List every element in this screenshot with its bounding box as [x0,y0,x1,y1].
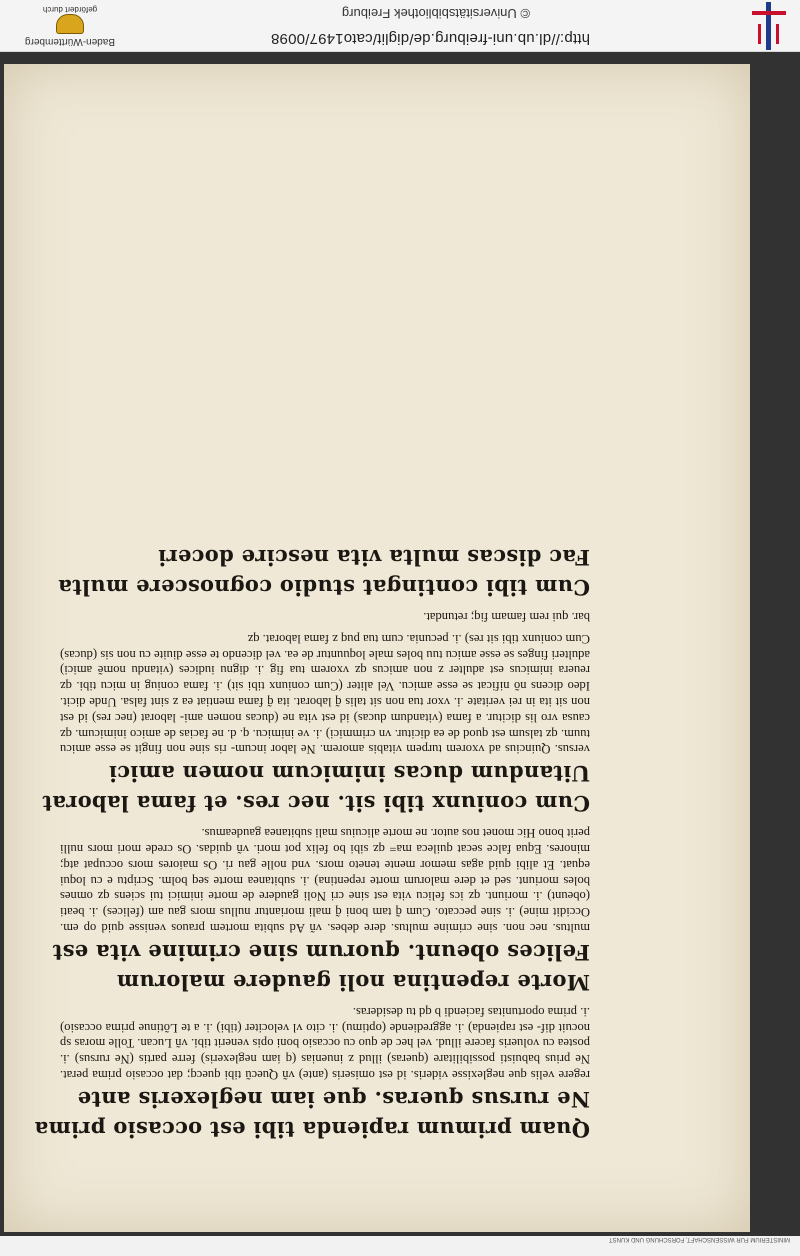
commentary-paragraph: bar. qui rem famam fiq; retundat. [423,610,590,625]
funder-logo [10,1,130,49]
page-text [34,542,590,1144]
verse-heading: Uitandum ducas inimicum nomen amici [108,761,590,787]
funder-sub: gefördert durch [42,5,98,14]
crest-icon [56,14,84,34]
ub-freiburg-logo-icon [752,0,786,52]
funder-name: Baden-Württemberg [24,36,116,47]
copyright-text: © Universitätsbibliothek Freiburg [341,6,530,21]
verse-heading: Cum tibi contingat studio cognoscere multa [57,575,590,601]
commentary-paragraph: multus. nec non. sine crimine multus. dere debes. vñ Ad subita mortem prauos venisse quid op em. Occidit mine) .i. sine peccato. Cum q̃ tam boni q̃ mali moriantur nullus mors gau am (felices) .i. beati (obeunt) .i. moriunt. qz ics felicu vita est sine cri Noli gaudere de morte inimici tui sciens qz omnes boles moriunt. sed et dere malorum morte repentina) .i. subitanea morte seq bolm. Scriptu e cu loqui equat. Et alibi quid agas memor mente teneto mors. vnd nolle gau ri. Os maiores mors occupat atq; minores. Equa falce secat quileca ma= qz sibi bo felix pot mori. vñ quidas. Os crede mori mors nulli perit bono Hic monet nos autor. ne morte alicuius mali subitanea gaudeamus. [60,826,590,936]
footer-strip [0,1236,800,1256]
scanned-page [4,64,750,1232]
commentary-paragraph: regere velis que neglexisse videris. id est omiseris (ante) vñ Quecũ tibi quecq; dat occasio prima perat. Ne prius babuisti possibilitare (queras) illud z inuenias (q iam neglexeris) ferre partis (Ne rursus) .i. postea cu volueris facere illud. vel hec de quo cu occasio boni opis venerit tibi. vñ Lucan. Tolle moras sp nocuit dif- est rapienda) .i. aggrediende (optimu) .i. cito vl velociter (tibi) .i. a te Lõtinue prima occasio) .i. prima oportunitas faciendi b qd tu desideras. [60,1004,590,1082]
document-url[interactable]: http://dl.ub.uni-freiburg.de/diglit/cato1497/0098 [270,30,590,47]
verse-heading: Morte repentina noli gaudere malorum [116,970,590,996]
verse-heading: Felices obeunt. quorum sine crimine vita est [52,940,590,966]
viewer-banner [0,0,800,52]
verse-heading: Ne rursus queras. que iam neglexeris ante [77,1087,590,1112]
commentary-paragraph: versus. Quincius ad vxorem turpem vitabis amorem. Ne labor incum- ris sine non fingit se esse amicu tuum. qz talsum est quod de ea dicitur. vn crimmici) .i. ve inimicu. q. d. ne facias de amico inimicum. qz causa vro lis dicitur. a fama (vitandum ducas) id est vita ne (ducas nomen ami- laborat (nec res) id est non sit ita in rei veritate .i. vxor tua non sit talis q̃ laborat. ita q̃ fama mentiat ea z sint falsa. Unde dicit. Ideo dicens nõ nificat se esse amicu. Vel aliter (Cum coniunx tibi sit) .i. fama coniug in micu tibi. qz reuera inimicus est adulter z non amicus qz vxorem tua fig .i. dignu iudices (vitandu nomẽ amici) adulteri finges se esse amicu tuu boles male loquuntur de ea. vel dicendo te esse diuite cu non sis (ducas) Cum coniunx tibi sit res) .i. pecunia. cum tua puq z fama laborat. qz [60,631,590,757]
verse-heading: Fac discas multa vita nescire doceri [158,545,590,571]
verse-heading: Cum coniunx tibi sit. nec res. et fama laborat [42,791,590,817]
verse-heading: Quam primum rapienda tibi est occasio prima [34,1117,590,1142]
footer-strip-text: MINISTERIUM FÜR WISSENSCHAFT, FORSCHUNG UND KUNST [608,1236,790,1242]
